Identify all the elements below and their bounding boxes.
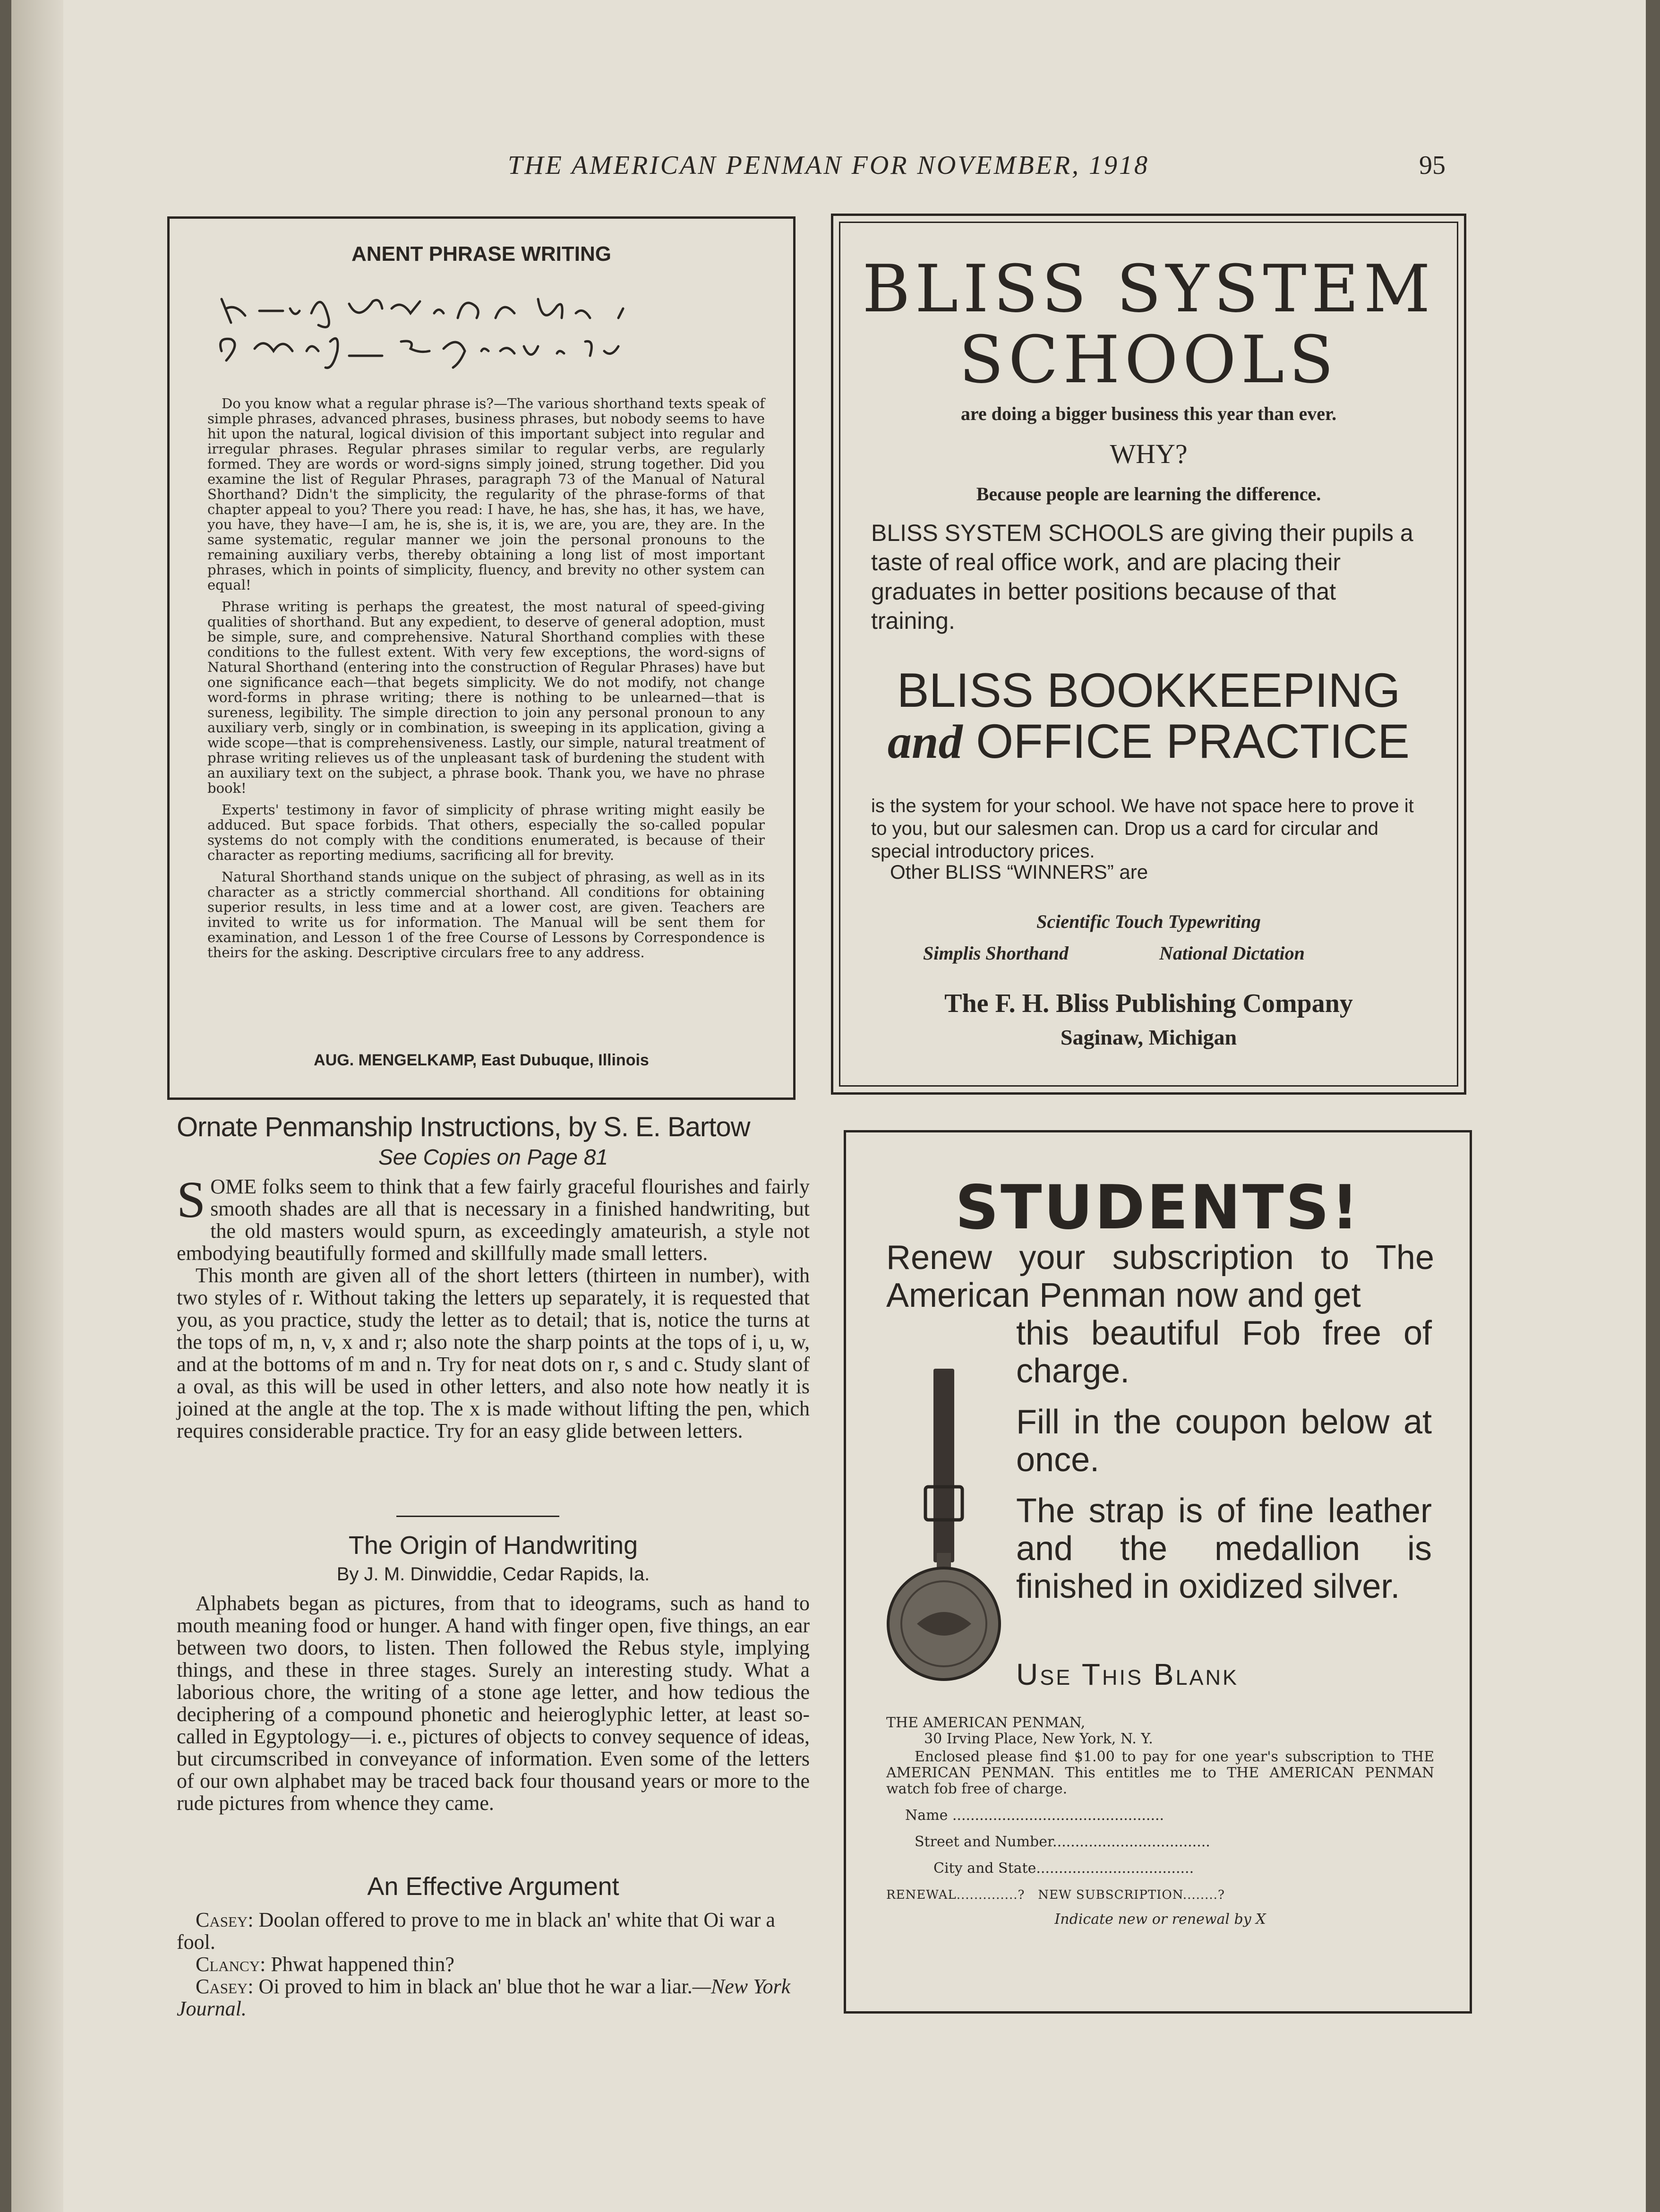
bliss-paragraph: BLISS SYSTEM SCHOOLS are giving their pupils a taste of real office work, and are placing their graduates in better positions because of that training.	[871, 520, 1413, 634]
section-divider	[396, 1516, 559, 1517]
use-this-blank: Use This Blank	[1016, 1657, 1239, 1691]
bliss-product: National Dictation	[1159, 943, 1305, 964]
coupon-address-line: 30 Irving Place, New York, N. Y.	[924, 1731, 1153, 1747]
bliss-product: Simplis Shorthand	[923, 943, 1069, 964]
students-description-line: The strap is of fine leather and the medallion is finished in oxidized silver.	[1016, 1492, 1432, 1605]
page-number: 95	[1419, 151, 1446, 180]
phrase-writing-box	[167, 216, 796, 1100]
bliss-company: The F. H. Bliss Publishing Company	[944, 989, 1353, 1018]
bliss-office-practice: OFFICE PRACTICE	[976, 714, 1410, 768]
coupon-renewal-line[interactable]: RENEWAL..............? NEW SUBSCRIPTION........?	[886, 1888, 1225, 1902]
coupon-enclosure-text: Enclosed please find $1.00 to pay for one year's subscription to THE AMERICAN PENMAN. This entitles me to THE AMERICAN PENMAN watch fob free of charge.	[886, 1749, 1434, 1797]
argument-dialog	[177, 1909, 810, 2020]
argument-heading: An Effective Argument	[367, 1872, 619, 1901]
dialog-line: Casey: Oi proved to him in black an' blue thot he war a liar.—New York Journal.	[177, 1975, 791, 2020]
bliss-winners: Other BLISS “WINNERS” are	[890, 861, 1148, 883]
coupon-city-field[interactable]: City and State...................................	[933, 1860, 1194, 1877]
ornate-article	[177, 1171, 810, 1442]
students-advertisement	[844, 1130, 1472, 2014]
running-header: THE AMERICAN PENMAN FOR NOVEMBER, 1918	[508, 151, 1149, 180]
coupon-address: THE AMERICAN PENMAN,	[886, 1715, 1086, 1731]
phrase-paragraph: Experts' testimony in favor of simplicity of phrase writing might easily be adduced. But space forbids. That others, especially the so-called popular systems do not comply with the conditions enumerated, is because of their character as reporting mediums, sacrificing all for brevity.	[207, 802, 765, 863]
bliss-why: WHY?	[1110, 438, 1188, 469]
students-renew-text: Renew your subscription to The American Penman now and get	[886, 1239, 1434, 1314]
ornate-paragraph: SOME folks seem to think that a few fairly graceful flourishes and fairly smooth shades are all that is necessary in a finished handwriting, but the old masters would spurn, as exceedingly amateurish, a style not embodying beautifully formed and skillfully made small letters.	[177, 1171, 810, 1265]
students-title: STUDENTS!	[955, 1173, 1361, 1243]
dialog-line: Clancy: Phwat happened thin?	[196, 1953, 454, 1976]
dialog-line: Casey: Doolan offered to prove to me in black an' white that Oi war a fool.	[177, 1908, 775, 1954]
coupon-instructions: Indicate new or renewal by X	[1054, 1911, 1266, 1928]
ornate-subheading: See Copies on Page 81	[378, 1145, 608, 1169]
ornate-paragraph: This month are given all of the short letters (thirteen in number), with two styles of r. Without taking the letters up separately, it is requested that you, as you practice, study the letter as to detail; that is, notice the turns at the tops of m, n, v, x and r; also note the sharp points at the tops of i, u, w, and at the bottoms of m and n. Try for neat dots on r, s and c. Study slant of a oval, as this will be used in other letters, and also note how neatly it is joined at the angle at the top. The x is made without lifting the pen, which requires considerable practice. Try for an easy glide between letters.	[177, 1264, 810, 1442]
phrase-box-title: ANENT PHRASE WRITING	[351, 242, 611, 266]
bliss-office-line	[833, 716, 1464, 768]
phrase-paragraph: Phrase writing is perhaps the greatest, the most natural of speed-giving qualities of shorthand. But any expedient, to deserve of general adoption, must be simple, sure, and comprehensive. Natural Shorthand complies with these conditions to the fullest extent. With very few exceptions, the word-signs of Natural Shorthand (entering into the construction of Regular Phrases) have but one significance each—that begets simplicity. We do not modify, not change word-forms in phrase writing; there is nothing to be unlearned—that is sureness, legibility. The simple direction to join any personal pronoun to any auxiliary verb, singly or in combination, is sweeping in its application, giving a wide scope—that is comprehensiveness. Lastly, our simple, natural treatment of phrase writing relieves us of the unpleasant task of burdening the student with an auxiliary text on the subject, a phrase book. Thank you, we have no phrase book!	[207, 599, 765, 796]
bliss-subtitle: are doing a bigger business this year than ever.	[960, 403, 1337, 424]
bliss-system-paragraph: is the system for your school. We have not space here to prove it to you, but our salesmen can. Drop us a card for circular and special introductory prices.	[871, 796, 1414, 862]
origin-article	[177, 1592, 810, 1814]
bliss-and: and	[887, 715, 963, 769]
magazine-page	[11, 0, 1646, 2212]
bliss-bookkeeping-line: BLISS BOOKKEEPING	[897, 663, 1401, 717]
phrase-box-signature: AUG. MENGELKAMP, East Dubuque, Illinois	[314, 1051, 649, 1069]
origin-heading: The Origin of Handwriting	[348, 1531, 638, 1560]
ornate-heading: Ornate Penmanship Instructions, by S. E. Bartow	[177, 1112, 750, 1142]
bliss-product: Scientific Touch Typewriting	[1036, 911, 1261, 932]
phrase-paragraph: Do you know what a regular phrase is?—The various shorthand texts speak of simple phrases, advanced phrases, business phrases, but nobody seems to have hit upon the natural, logical division of this important subject into regular and irregular phrases. Regular phrases similar to regular verbs, are regularly formed. They are words or word-signs simply joined, strung together. Did you examine the list of Regular Phrases, paragraph 73 of the Manual of Natural Shorthand? Didn't the simplicity, the regularity of the phrase-forms of that chapter appeal to you? There you read: I have, he has, she has, it has, we have, you have, they have—I am, he is, she is, it is, we are, you are, they are. In the same systematic, regular manner we join the personal pronouns to the remaining auxiliary verbs, thereby obtaining a long list of most important phrases, which in points of simplicity, fluency, and brevity no other system can equal!	[207, 395, 765, 593]
coupon-name-field[interactable]: Name ...............................................	[905, 1808, 1164, 1824]
students-fob-description	[1016, 1314, 1432, 1619]
binding-gutter	[11, 0, 63, 2212]
phrase-paragraph: Natural Shorthand stands unique on the subject of phrasing, as well as in its character as a strictly commercial shorthand. All conditions for obtaining superior results, in less time and at a lower cost, are given. Teachers are invited to write us for information. The Manual will be sent them for examination, and Lesson 1 of the free Course of Lessons by Correspondence is theirs for the asking. Descriptive circulars free to any address.	[207, 869, 765, 960]
bliss-bookkeeping-title	[833, 665, 1464, 768]
origin-paragraph: Alphabets began as pictures, from that to ideograms, such as hand to mouth meaning food or hunger. A hand with finger open, five things, an ear between two doors, to listen. Then followed the Rebus style, implying things, and these in three stages. Surely an interesting study. What a laborious chore, the writing of a stone age letter, and how tedious the deciphering of a compound phonetic and heieroglyphic letter, at least so-called in Egyptology—i. e., pictures of objects to convey sequence of ideas, but circumscribed in conveyance of information. Even some of the letters of our own alphabet may be traced back four thousand years or more to the rude pictures from whence they came.	[177, 1592, 810, 1815]
drop-cap: S	[177, 1171, 206, 1228]
origin-byline: By J. M. Dinwiddie, Cedar Rapids, Ia.	[336, 1564, 650, 1585]
bliss-because: Because people are learning the difference.	[976, 483, 1321, 505]
watch-fob-image	[884, 1369, 1002, 1690]
shorthand-sample-image	[212, 280, 755, 375]
dialog-source: —New York Journal.	[177, 1975, 791, 2020]
phrase-box-body	[207, 396, 765, 967]
bliss-advertisement	[831, 214, 1466, 1095]
subscription-coupon	[886, 1715, 1434, 1928]
bliss-city: Saginaw, Michigan	[1060, 1025, 1237, 1049]
students-description-line: Fill in the coupon below at once.	[1016, 1403, 1432, 1479]
students-description-line: this beautiful Fob free of charge.	[1016, 1314, 1432, 1390]
bliss-title: BLISS SYSTEM SCHOOLS	[862, 251, 1435, 398]
coupon-street-field[interactable]: Street and Number...................................	[915, 1834, 1210, 1850]
